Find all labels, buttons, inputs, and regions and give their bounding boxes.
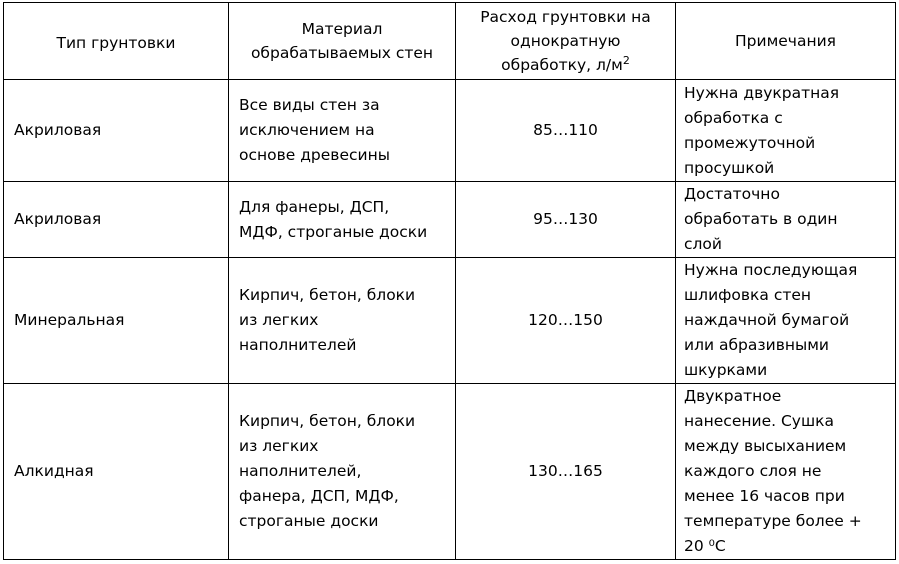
table-row — [4, 80, 896, 182]
table-row — [4, 182, 896, 258]
table-row — [4, 258, 896, 384]
cell-primer-type: Алкидная — [4, 384, 229, 560]
cell-consumption: 130…165 — [456, 384, 676, 560]
cell-wall-material: Кирпич, бетон, блоки из легких наполнителей — [229, 258, 456, 384]
cell-consumption: 85…110 — [456, 80, 676, 182]
cell-consumption: 95…130 — [456, 182, 676, 258]
header-consumption: Расход грунтовки на однократную обработку, $л/м^2$ — [456, 3, 676, 80]
table-row — [4, 384, 896, 560]
cell-primer-type: Минеральная — [4, 258, 229, 384]
cell-wall-material: Все виды стен за исключением на основе древесины — [229, 80, 456, 182]
header-consumption-superscript: 2 — [622, 54, 630, 67]
header-wall-material: Материал обрабатываемых стен — [229, 3, 456, 80]
cell-consumption: 120…150 — [456, 258, 676, 384]
cell-primer-type: Акриловая — [4, 80, 229, 182]
cell-notes: Нужна последующая шлифовка стен наждачной бумагой или абразивными шкурками — [676, 258, 896, 384]
cell-notes: Двукратное нанесение. Сушка между высыханием каждого слоя не менее 16 часов при температуре более + 20 ⁰С — [676, 384, 896, 560]
cell-wall-material: Для фанеры, ДСП, МДФ, строганые доски — [229, 182, 456, 258]
header-primer-type: Тип грунтовки — [4, 3, 229, 80]
table-header-row — [4, 3, 896, 80]
primer-table — [3, 2, 896, 560]
cell-notes: Нужна двукратная обработка с промежуточной просушкой — [676, 80, 896, 182]
cell-wall-material: Кирпич, бетон, блоки из легких наполнителей, фанера, ДСП, МДФ, строганые доски — [229, 384, 456, 560]
cell-notes: Достаточно обработать в один слой — [676, 182, 896, 258]
header-notes: Примечания — [676, 3, 896, 80]
cell-primer-type: Акриловая — [4, 182, 229, 258]
